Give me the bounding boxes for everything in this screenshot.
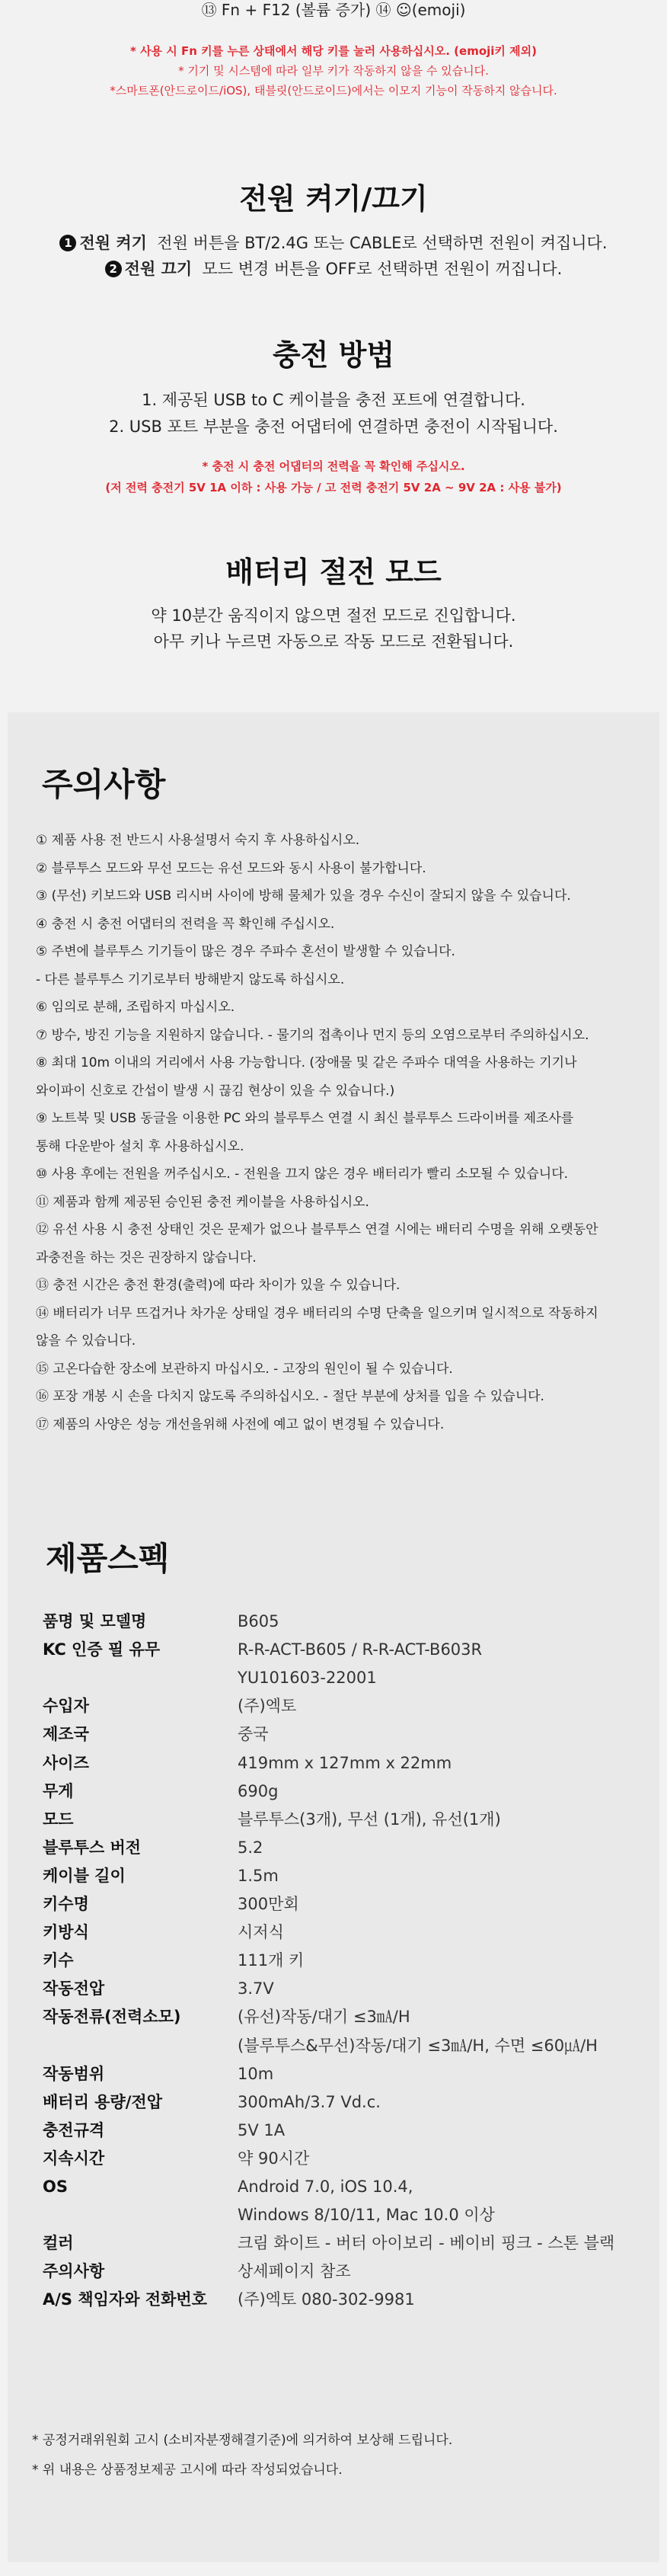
spec-value: 690g bbox=[238, 1781, 279, 1800]
fn-key-line: ⑬ Fn + F12 (볼륨 증가) ⑭ ☺(emoji) bbox=[201, 1, 466, 19]
fn-note-2: * 기기 및 시스템에 따라 일부 키가 작동하지 않을 수 있습니다. bbox=[178, 64, 489, 78]
spec-key: A/S 책임자와 전화번호 bbox=[43, 2290, 207, 2309]
caution-item: ⑤ 주변에 블루투스 기기들이 많은 경우 주파수 혼선이 발생할 수 있습니다. bbox=[36, 944, 455, 959]
power-off-line bbox=[0, 258, 667, 280]
spec-value: (주)엑토 080-302-9981 bbox=[238, 2290, 415, 2309]
battery-line-2: 아무 키나 누르면 자동으로 작동 모드로 전환됩니다. bbox=[153, 632, 514, 651]
footnote-2: * 위 내용은 상품정보제공 고시에 따라 작성되었습니다. bbox=[32, 2462, 343, 2478]
caution-item: ⑫ 유선 사용 시 충전 상태인 것은 문제가 없으나 블루투스 연결 시에는 배터리 수명을 위해 오랫동안 bbox=[36, 1222, 598, 1237]
spec-key: 모드 bbox=[43, 1810, 74, 1829]
number-badge: 2 bbox=[105, 261, 122, 277]
spec-title: 제품스펙 bbox=[46, 1540, 170, 1577]
power-on-label: 전원 켜기 bbox=[79, 234, 147, 252]
spec-value: 111개 키 bbox=[238, 1951, 305, 1970]
spec-key: 주의사항 bbox=[43, 2262, 105, 2281]
spec-value: 3.7V bbox=[238, 1979, 274, 1998]
caution-section bbox=[8, 712, 659, 1444]
charging-title: 충전 방법 bbox=[272, 338, 395, 372]
fn-note-1: * 사용 시 Fn 키를 누른 상태에서 해당 키를 눌러 사용하십시오. (emoji키 제외) bbox=[130, 44, 537, 58]
spec-key: 키수 bbox=[43, 1951, 74, 1970]
caution-item: ⑮ 고온다습한 장소에 보관하지 마십시오. - 고장의 원인이 될 수 있습니다. bbox=[36, 1361, 453, 1377]
spec-value: 10m bbox=[238, 2064, 274, 2083]
caution-item: ④ 충전 시 충전 어댑터의 전력을 꼭 확인해 주십시오. bbox=[36, 916, 335, 932]
spec-key: 키방식 bbox=[43, 1923, 89, 1942]
spec-value: 5V 1A bbox=[238, 2120, 286, 2139]
power-on-line bbox=[0, 232, 667, 254]
caution-item: ② 블루투스 모드와 무선 모드는 유선 모드와 동시 사용이 불가합니다. bbox=[36, 860, 426, 876]
spec-value: 약 90시간 bbox=[238, 2149, 310, 2168]
power-on-text: 전원 버튼을 BT/2.4G 또는 CABLE로 선택하면 전원이 켜집니다. bbox=[157, 234, 608, 252]
charging-step-2: 2. USB 포트 부분을 충전 어댑터에 연결하면 충전이 시작됩니다. bbox=[109, 418, 558, 436]
spec-value: 419mm x 127mm x 22mm bbox=[238, 1753, 452, 1772]
power-off-text: 모드 변경 버튼을 OFF로 선택하면 전원이 꺼집니다. bbox=[202, 260, 563, 278]
caution-item: ⑬ 충전 시간은 충전 환경(출력)에 따라 차이가 있을 수 있습니다. bbox=[36, 1278, 401, 1293]
spec-key: 제조국 bbox=[43, 1725, 89, 1744]
spec-value: 1.5m bbox=[238, 1866, 279, 1885]
instructions-section bbox=[0, 0, 667, 712]
caution-item: ⑪ 제품과 함께 제공된 승인된 충전 케이블을 사용하십시오. bbox=[36, 1194, 369, 1210]
spec-value: Android 7.0, iOS 10.4, bbox=[238, 2178, 413, 2196]
spec-value: R-R-ACT-B605 / R-R-ACT-B603R bbox=[238, 1640, 483, 1659]
spec-value: YU101603-22001 bbox=[238, 1669, 377, 1688]
spec-key: 품명 및 모델명 bbox=[43, 1612, 147, 1630]
caution-item: ⑧ 최대 10m 이내의 거리에서 사용 가능합니다. (장애물 및 같은 주파수 대역을 사용하는 기기나 bbox=[36, 1055, 577, 1070]
spec-key: 무게 bbox=[43, 1781, 74, 1800]
spec-key: 키수명 bbox=[43, 1895, 89, 1913]
caution-item: 않을 수 있습니다. bbox=[36, 1333, 136, 1349]
spec-key: 작동범위 bbox=[43, 2064, 105, 2083]
spec-section bbox=[8, 1442, 659, 2562]
caution-item: ⑰ 제품의 사양은 성능 개선을위해 사전에 예고 없이 변경될 수 있습니다. bbox=[36, 1416, 445, 1432]
spec-value: 블루투스(3개), 무선 (1개), 유선(1개) bbox=[238, 1810, 501, 1829]
power-off-label: 전원 끄기 bbox=[124, 260, 193, 278]
spec-key: 사이즈 bbox=[43, 1753, 89, 1772]
spec-value: (주)엑토 bbox=[238, 1697, 297, 1716]
spec-value: (유선)작동/대기 ≤3㎃/H bbox=[238, 2008, 410, 2027]
spec-key: 케이블 길이 bbox=[43, 1866, 126, 1885]
caution-item: 과충전을 하는 것은 권장하지 않습니다. bbox=[36, 1250, 257, 1266]
spec-key: 블루투스 버전 bbox=[43, 1838, 142, 1857]
power-title: 전원 켜기/끄기 bbox=[239, 182, 428, 216]
spec-key: 작동전압 bbox=[43, 1979, 105, 1998]
spec-value: 시저식 bbox=[238, 1923, 284, 1942]
footnote-1: * 공정거래위원회 고시 (소비자분쟁해결기준)에 의거하여 보상해 드립니다. bbox=[32, 2433, 453, 2448]
spec-value: 상세페이지 참조 bbox=[238, 2262, 351, 2281]
caution-item: ⑩ 사용 후에는 전원을 꺼주십시오. - 전원을 끄지 않은 경우 배터리가 빨리 소모될 수 있습니다. bbox=[36, 1166, 569, 1182]
caution-item: 통해 다운받아 설치 후 사용하십시오. bbox=[36, 1138, 244, 1154]
spec-value: (블루투스&무선)작동/대기 ≤3㎃/H, 수면 ≤60㎂/H bbox=[238, 2036, 598, 2055]
spec-value: 중국 bbox=[238, 1725, 269, 1744]
caution-item: 와이파이 신호로 간섭이 발생 시 끊김 현상이 있을 수 있습니다.) bbox=[36, 1083, 395, 1099]
spec-key: 컬러 bbox=[43, 2234, 74, 2253]
spec-value: B605 bbox=[238, 1612, 279, 1630]
caution-list bbox=[36, 827, 645, 1438]
charging-warning: * 충전 시 충전 어댑터의 전력을 꼭 확인해 주십시오. bbox=[202, 459, 465, 473]
caution-item: ⑭ 배터리가 너무 뜨겁거나 차가운 상태일 경우 배터리의 수명 단축을 일으키며 일시적으로 작동하지 bbox=[36, 1305, 598, 1321]
caution-item: ⑯ 포장 개봉 시 손을 다치지 않도록 주의하십시오. - 절단 부분에 상처를 입을 수 있습니다. bbox=[36, 1389, 544, 1404]
number-badge: 1 bbox=[59, 235, 76, 251]
spec-value: 크림 화이트 - 버터 아이보리 - 베이비 핑크 - 스톤 블랙 bbox=[238, 2234, 615, 2253]
spec-value: 5.2 bbox=[238, 1838, 263, 1857]
spec-key: 배터리 용량/전압 bbox=[43, 2092, 162, 2111]
spec-key: 작동전류(전력소모) bbox=[43, 2008, 181, 2027]
fn-note-3: *스마트폰(안드로이드/iOS), 태블릿(안드로이드)에서는 이모지 기능이 작동하지 않습니다. bbox=[110, 84, 557, 98]
spec-key: OS bbox=[43, 2178, 68, 2196]
caution-title: 주의사항 bbox=[42, 766, 166, 803]
caution-item: ⑨ 노트북 및 USB 동글을 이용한 PC 와의 블루투스 연결 시 최신 블루투스 드라이버를 제조사를 bbox=[36, 1111, 574, 1126]
spec-key: 수입자 bbox=[43, 1697, 89, 1716]
battery-title: 배터리 절전 모드 bbox=[225, 555, 442, 589]
caution-item: ① 제품 사용 전 반드시 사용설명서 숙지 후 사용하십시오. bbox=[36, 833, 360, 848]
spec-value: 300만회 bbox=[238, 1895, 299, 1913]
caution-item: ⑦ 방수, 방진 기능을 지원하지 않습니다. - 물기의 접촉이나 먼지 등의 오염으로부터 주의하십시오. bbox=[36, 1027, 589, 1043]
spec-value: 300mAh/3.7 Vd.c. bbox=[238, 2092, 381, 2111]
charging-step-1: 1. 제공된 USB to C 케이블을 충전 포트에 연결합니다. bbox=[142, 391, 525, 409]
caution-item: ③ (무선) 키보드와 USB 리시버 사이에 방해 물체가 있을 경우 수신이 잘되지 않을 수 있습니다. bbox=[36, 888, 571, 904]
charging-warning-detail: (저 전력 충전기 5V 1A 이하 : 사용 가능 / 고 전력 충전기 5V 2A ~ 9V 2A : 사용 불가) bbox=[105, 481, 562, 494]
battery-line-1: 약 10분간 움직이지 않으면 절전 모드로 진입합니다. bbox=[151, 606, 516, 625]
caution-item: - 다른 블루투스 기기로부터 방해받지 않도록 하십시오. bbox=[36, 971, 345, 987]
spec-key: KC 인증 필 유무 bbox=[43, 1640, 161, 1659]
spec-key: 충전규격 bbox=[43, 2120, 105, 2139]
caution-item: ⑥ 임의로 분해, 조립하지 마십시오. bbox=[36, 1000, 235, 1015]
spec-key: 지속시간 bbox=[43, 2149, 105, 2168]
spec-value: Windows 8/10/11, Mac 10.0 이상 bbox=[238, 2206, 495, 2225]
